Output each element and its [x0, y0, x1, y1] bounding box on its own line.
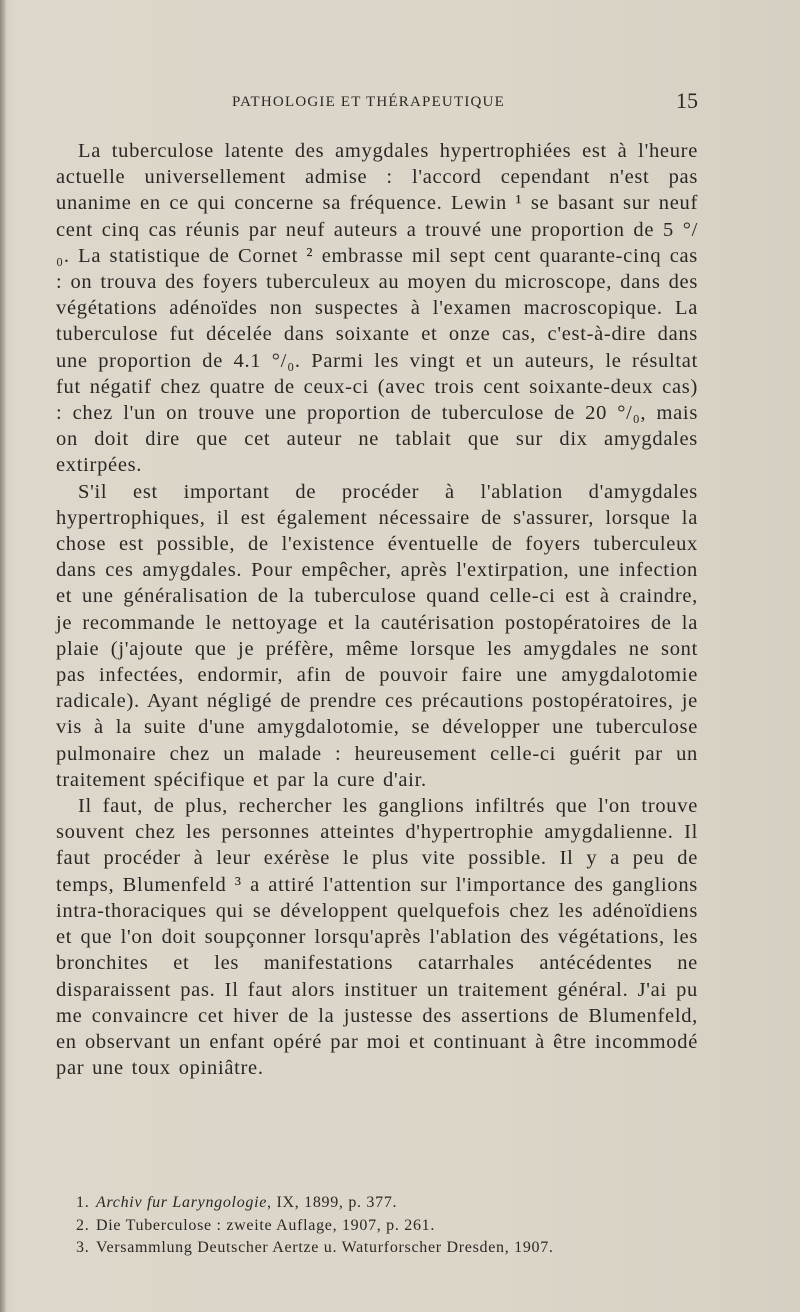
footnote — [76, 1237, 716, 1260]
footnote-number: 3. — [76, 1239, 90, 1256]
footnote-title: Archiv fur Laryngologie — [96, 1194, 268, 1211]
footnote-number: 1. — [76, 1194, 90, 1211]
page-number: 15 — [676, 88, 698, 113]
footnote — [76, 1192, 716, 1215]
footnote-text: Versammlung Deutscher Aertze u. Waturforscher Dresden, 1907. — [96, 1239, 554, 1256]
footnote — [76, 1215, 716, 1238]
page-header — [232, 88, 698, 116]
running-title: PATHOLOGIE ET THÉRAPEUTIQUE — [232, 94, 505, 110]
footnote-number: 2. — [76, 1216, 90, 1234]
paragraph: La tuberculose latente des amygdales hypertrophiées est à l'heure actuelle universellement admise : l'accord cependant n'est pas unanime en ce qui concerne sa fréquence. Lewin ¹ se basant sur neuf cent cinq cas réunis par neuf auteurs a trouvé une proportion de 5 °/₀. La statistique de Cornet ² embrasse mil sept cent quarante-cinq cas : on trouva des foyers tuberculeux au moyen du microscope, dans des végétations adénoïdes non suspectes à l'examen macroscopique. La tuberculose fut décelée dans soixante et onze cas, c'est-à-dire dans une proportion de 4.1 °/₀. Parmi les vingt et un auteurs, le résultat fut négatif chez quatre de ceux-ci (avec trois cent soixante-deux cas) : chez l'un on trouve une proportion de tuberculose de 20 °/₀, mais on doit dire que cet auteur ne tablait que sur dix amygdales extirpées. — [56, 140, 698, 477]
footnote-text: , IX, 1899, p. 377. — [267, 1194, 398, 1211]
footnote-text: Die Tuberculose : zweite Auflage, 1907, p. 261. — [96, 1216, 436, 1234]
body-text — [56, 138, 698, 1081]
paragraph: Il faut, de plus, rechercher les ganglions infiltrés que l'on trouve souvent chez les personnes atteintes d'hypertrophie amygdalienne. Il faut procéder à leur exérèse le plus vite possible. Il y a peu de temps, Blumenfeld ³ a attiré l'attention sur l'importance des ganglions intra-thoraciques qui se développent quelquefois chez les adénoïdiens et que l'on doit soupçonner lorsqu'après l'ablation des végétations, les bronchites et les manifestations catarrhales antécédentes ne disparaissent pas. Il faut alors instituer un traitement général. J'ai pu me convaincre cet hiver de la justesse des assertions de Blumenfeld, en observant un enfant opéré par moi et continuant à être incommodé par une toux opiniâtre. — [56, 795, 698, 1080]
paragraph: S'il est important de procéder à l'ablation d'amygdales hypertrophiques, il est également nécessaire de s'assurer, lorsque la chose est possible, de l'existence éventuelle de foyers tuberculeux dans ces amygdales. Pour empêcher, après l'extirpation, une infection et une généralisation de la tuberculose quand celle-ci est à craindre, je recommande le nettoyage et la cautérisation postopératoires de la plaie (j'ajoute que je préfère, même lorsque les amygdales ne sont pas infectées, endormir, afin de pouvoir faire une amygdalotomie radicale). Ayant négligé de prendre ces précautions postopératoires, je vis à la suite d'une amygdalotomie, se développer une tuberculose pulmonaire chez un malade : heureusement celle-ci guérit par un traitement spécifique et par la cure d'air. — [56, 480, 698, 791]
footnotes — [76, 1192, 716, 1260]
